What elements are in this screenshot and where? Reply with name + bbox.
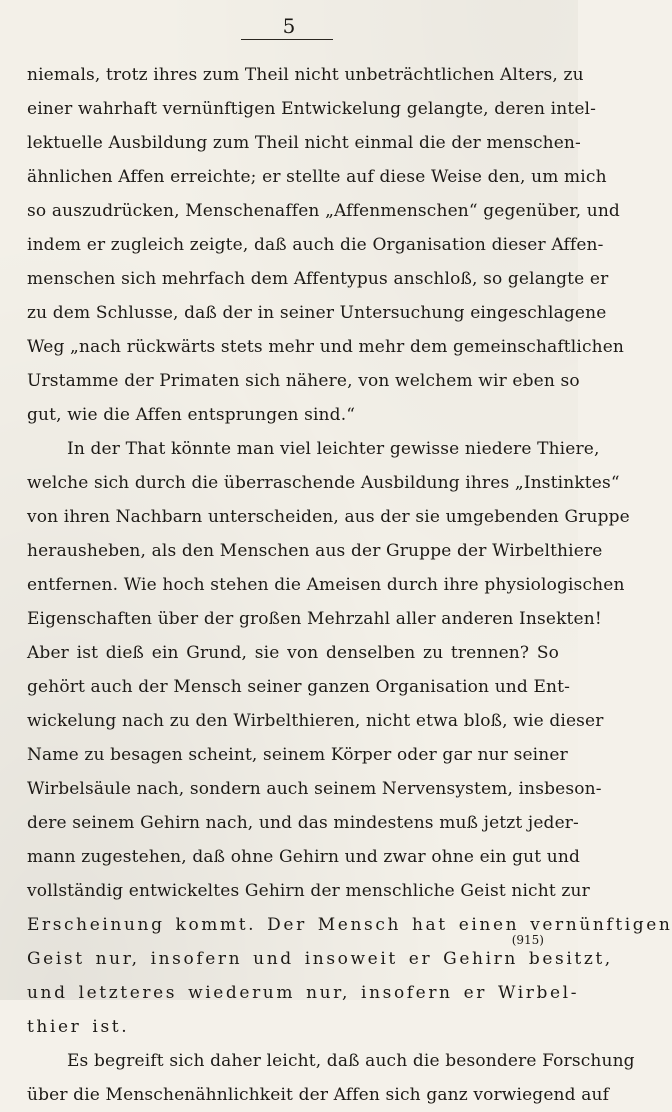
text-line: gut, wie die Affen entsprungen sind.“ [27, 405, 356, 425]
text-line: Weg „nach rückwärts stets mehr und mehr dem gemeinschaftlichen [27, 337, 625, 357]
text-line: dere seinem Gehirn nach, und das mindestens muß jetzt jeder- [27, 813, 579, 833]
text-line: ähnlichen Affen erreichte; er stellte auf diese Weise den, um mich [27, 167, 607, 187]
body-text [27, 58, 672, 1112]
text-line: Wirbelsäule nach, sondern auch seinem Nervensystem, insbeson- [27, 779, 602, 799]
text-line: herausheben, als den Menschen aus der Gruppe der Wirbelthiere [27, 541, 603, 561]
page-number: 5 [282, 14, 296, 38]
text-line: vollständig entwickeltes Gehirn der menschliche Geist nicht zur [27, 881, 590, 901]
text-line: entfernen. Wie hoch stehen die Ameisen durch ihre physiologischen [27, 575, 625, 595]
header-rule [241, 39, 333, 40]
text-line: zu dem Schlusse, daß der in seiner Untersuchung eingeschlagene [27, 303, 607, 323]
text-line: wickelung nach zu den Wirbelthieren, nicht etwa bloß, wie dieser [27, 711, 604, 731]
text-line: mann zugestehen, daß ohne Gehirn und zwar ohne ein gut und [27, 847, 581, 867]
text-line: so auszudrücken, Menschenaffen „Affenmenschen“ gegenüber, und [27, 201, 620, 221]
text-line: In der That könnte man viel leichter gewisse niedere Thiere, [67, 439, 600, 459]
text-line: Aber ist dieß ein Grund, sie von denselben zu trennen? So [27, 643, 559, 663]
text-line: menschen sich mehrfach dem Affentypus anschloß, so gelangte er [27, 269, 609, 289]
text-line: Geist nur, insofern und insoweit er Gehirn besitzt, [27, 949, 613, 969]
text-line: von ihren Nachbarn unterscheiden, aus der sie umgebenden Gruppe [27, 507, 630, 527]
text-line: Eigenschaften über der großen Mehrzahl aller anderen Insekten! [27, 609, 602, 629]
text-line: einer wahrhaft vernünftigen Entwickelung gelangte, deren intel- [27, 99, 597, 119]
text-line: Name zu besagen scheint, seinem Körper oder gar nur seiner [27, 745, 568, 765]
text-line: lektuelle Ausbildung zum Theil nicht einmal die der menschen- [27, 133, 581, 153]
text-line: Es begreift sich daher leicht, daß auch die besondere Forschung [67, 1051, 635, 1071]
text-line: niemals, trotz ihres zum Theil nicht unbeträchtlichen Alters, zu [27, 65, 584, 85]
text-line: indem er zugleich zeigte, daß auch die Organisation dieser Affen- [27, 235, 604, 255]
text-line: und letzteres wiederum nur, insofern er Wirbel- [27, 983, 580, 1003]
text-line: Urstamme der Primaten sich nähere, von welchem wir eben so [27, 371, 580, 391]
text-line: Erscheinung kommt. Der Mensch hat einen vernünftigen [27, 915, 672, 935]
text-line: welche sich durch die überraschende Ausbildung ihres „Instinktes“ [27, 473, 620, 493]
text-line: thier ist. [27, 1017, 130, 1037]
text-line: über die Menschenähnlichkeit der Affen sich ganz vorwiegend auf [27, 1085, 610, 1105]
text-line: gehört auch der Mensch seiner ganzen Organisation und Ent- [27, 677, 571, 697]
signature-mark: (915) [511, 933, 544, 947]
